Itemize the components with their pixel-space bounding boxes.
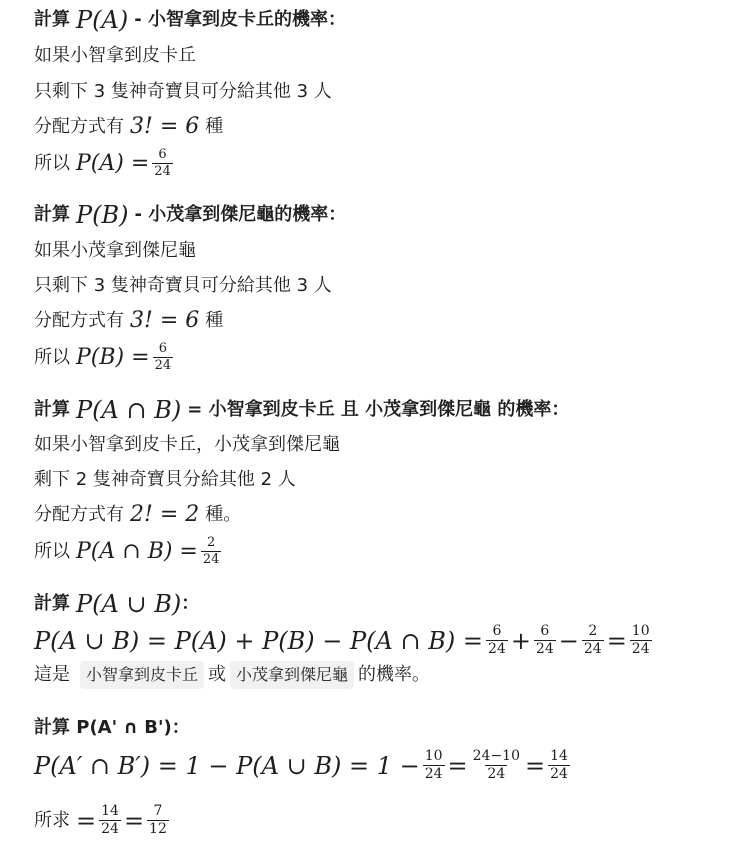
text: 種。 (205, 504, 242, 525)
section-a-line-4 (34, 148, 176, 179)
section-union-heading (34, 590, 199, 618)
denominator: 24 (583, 641, 602, 657)
section-a-heading (34, 6, 346, 34)
math: P(A) = (76, 150, 150, 176)
heading-math: P(A ∩ B) (76, 396, 182, 424)
denominator: 24 (631, 641, 650, 657)
fraction (471, 749, 522, 782)
section-b-line-4 (34, 342, 176, 373)
denominator: 24 (154, 164, 171, 179)
fraction (548, 749, 570, 782)
heading-text: - 小茂拿到傑尼龜的機率： (134, 204, 347, 225)
section-a-line-3 (34, 113, 223, 141)
text: 分配方式有 (34, 504, 124, 525)
denominator: 24 (101, 821, 119, 837)
operator: = (123, 806, 145, 835)
fraction (423, 749, 445, 782)
section-complement-heading: 計算 P(A' ∩ B')： (34, 717, 190, 738)
fraction (153, 342, 174, 373)
operator: + (510, 626, 531, 655)
numerator: 6 (540, 623, 550, 639)
fraction (147, 804, 169, 837)
numerator: 6 (158, 147, 167, 162)
section-complement-equation (34, 749, 573, 782)
denominator: 12 (149, 821, 167, 837)
numerator: 6 (492, 623, 502, 639)
denominator: 24 (424, 766, 443, 782)
denominator: 24 (550, 766, 568, 782)
heading-label: 計算 (34, 204, 70, 225)
numerator: 10 (631, 623, 650, 639)
heading-label: 計算 (34, 593, 70, 614)
numerator: 2 (588, 623, 598, 639)
heading-math: P(A) (76, 6, 129, 34)
heading-label: 計算 (34, 9, 70, 30)
text: 或 (208, 664, 227, 685)
fraction (201, 536, 222, 567)
operator: = (606, 626, 627, 655)
math: 2! = 2 (130, 502, 200, 527)
heading-math: P(B) (76, 201, 129, 229)
operator: = (76, 806, 97, 835)
text: 所以 (34, 540, 70, 562)
operator: = (525, 751, 546, 780)
text: 這是 (34, 664, 70, 685)
heading-label: 計算 (34, 399, 70, 420)
numerator: 7 (153, 803, 163, 819)
section-b-line-3 (34, 307, 223, 335)
equation-lhs: P(A′ ∩ B′) = 1 − P(A ∪ B) = 1 − (34, 751, 420, 780)
section-intersection-line-2: 剩下 2 隻神奇寶貝分給其他 2 人 (34, 469, 296, 490)
section-intersection-line-1: 如果小智拿到皮卡丘，小茂拿到傑尼龜 (34, 434, 340, 455)
section-union-note (34, 661, 430, 689)
numerator: 6 (158, 341, 167, 356)
denominator: 24 (535, 641, 554, 657)
fraction (630, 624, 652, 657)
numerator: 2 (207, 535, 216, 550)
heading-text: = 小智拿到皮卡丘 且 小茂拿到傑尼龜 的機率： (187, 399, 570, 420)
text: 分配方式有 (34, 116, 124, 137)
section-a-line-1: 如果小智拿到皮卡丘 (34, 45, 196, 66)
text: 的機率。 (358, 664, 431, 685)
section-union-equation (34, 624, 655, 657)
inline-code: 小智拿到皮卡丘 (80, 661, 204, 689)
section-intersection-line-4 (34, 536, 224, 567)
operator: = (447, 751, 468, 780)
text: 種 (205, 310, 224, 331)
math: 3! = 6 (130, 114, 200, 139)
math: P(A ∩ B) = (76, 538, 198, 564)
fraction (99, 804, 121, 837)
math: P(B) = (76, 344, 150, 370)
inline-code: 小茂拿到傑尼龜 (230, 661, 354, 689)
numerator: 14 (101, 803, 119, 819)
text: 所以 (34, 152, 70, 174)
text: 種 (205, 116, 224, 137)
section-b-line-2: 只剩下 3 隻神奇寶貝可分給其他 3 人 (34, 275, 332, 296)
fraction (152, 148, 173, 179)
operator: − (558, 626, 579, 655)
section-intersection-heading (34, 396, 569, 424)
heading-text: ： (181, 593, 200, 614)
answer-label: 所求 (34, 809, 70, 831)
numerator: 10 (424, 748, 443, 764)
denominator: 24 (487, 641, 506, 657)
numerator: 24−10 (472, 748, 520, 764)
final-answer (34, 804, 172, 837)
numerator: 14 (550, 748, 568, 764)
heading-math: P(A ∪ B) (76, 590, 182, 618)
fraction (582, 624, 604, 657)
text: 分配方式有 (34, 310, 124, 331)
heading-text: - 小智拿到皮卡丘的機率： (134, 9, 346, 30)
fraction (534, 624, 556, 657)
fraction (486, 624, 508, 657)
denominator: 24 (154, 358, 172, 373)
math: 3! = 6 (130, 308, 200, 333)
section-b-line-1: 如果小茂拿到傑尼龜 (34, 240, 196, 261)
equation-lhs: P(A ∪ B) = P(A) + P(B) − P(A ∩ B) = (34, 626, 483, 655)
section-a-line-2: 只剩下 3 隻神奇寶貝可分給其他 3 人 (34, 81, 332, 102)
section-intersection-line-3 (34, 501, 241, 529)
denominator: 24 (487, 766, 506, 782)
section-b-heading (34, 201, 346, 229)
denominator: 24 (202, 552, 220, 567)
text: 所以 (34, 346, 70, 368)
